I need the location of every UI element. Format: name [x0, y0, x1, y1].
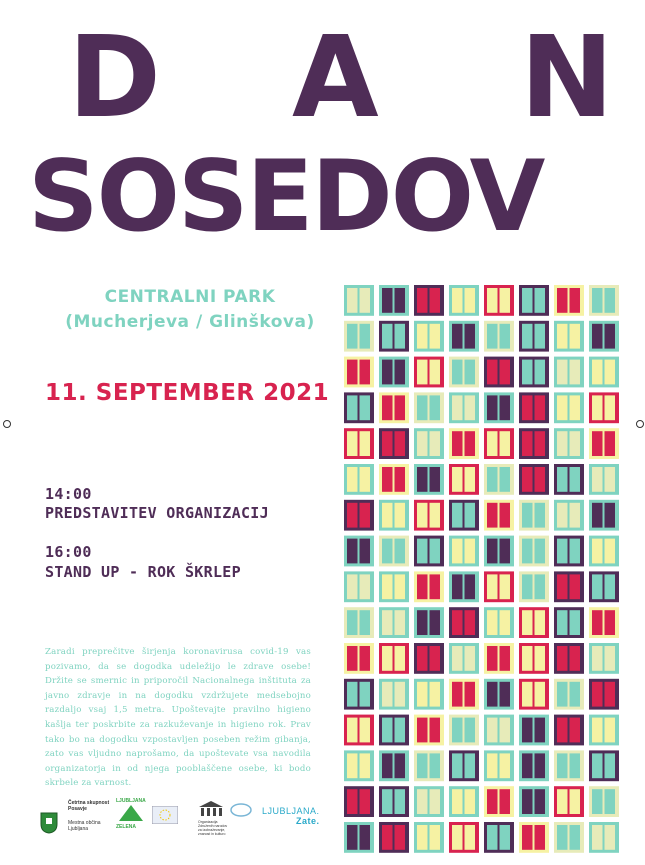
window-cell [589, 679, 619, 710]
window-cell [484, 285, 514, 316]
event-date: 11. SEPTEMBER 2021 [45, 380, 330, 406]
window-cell [414, 750, 444, 781]
left-handle-dot [3, 420, 11, 428]
window-cell [484, 321, 514, 352]
window-cell [554, 750, 584, 781]
covid-notice: Zaradi preprečitve širjenja koronavirusa covid-19 vas pozivamo, da se dogodka udeležijo le zdrave osebe! Držite se smernic in priporočil Nacionalnega inštituta za javno zdravje in na dogodku vzdržujete medsebojno razdaljo vsaj 1,5 metra. Upoštevajte pravilno higieno kašlja ter poskrbite za razkuževanje in higieno rok. Prav tako bo na dogodku vzpostavljen poseben režim gibanja, zato vas vljudno naprošamo, da upoštevate vsa navodila organizatorja in od njega pooblaščene osebe, ki bodo skrbele za varnost. [45, 647, 311, 789]
window-cell [414, 607, 444, 638]
window-cell [484, 428, 514, 459]
window-cell [589, 428, 619, 459]
window-cell [414, 321, 444, 352]
window-cell [519, 536, 549, 567]
window-cell [344, 464, 374, 495]
window-cell [414, 464, 444, 495]
window-cell [379, 464, 409, 495]
window-cell [554, 500, 584, 531]
window-cell [484, 715, 514, 746]
window-cell [554, 679, 584, 710]
window-cell [554, 571, 584, 602]
window-cell [379, 643, 409, 674]
unesco-text: Organizacija Združenih narodov za izobraževanje, znanost in kulturo [198, 820, 228, 836]
window-cell [554, 357, 584, 388]
window-cell [379, 571, 409, 602]
window-cell [519, 822, 549, 853]
window-cell [484, 643, 514, 674]
window-cell [449, 392, 479, 423]
window-cell [379, 357, 409, 388]
window-cell [554, 285, 584, 316]
mol-line1: Mestna občina [68, 820, 101, 826]
window-cell [519, 285, 549, 316]
window-cell [344, 321, 374, 352]
cs-line2: Posavje [68, 806, 87, 812]
window-cell [554, 607, 584, 638]
window-cell [344, 571, 374, 602]
window-cell [519, 392, 549, 423]
window-cell [484, 500, 514, 531]
window-cell [554, 428, 584, 459]
window-cell [344, 285, 374, 316]
window-cell [414, 285, 444, 316]
window-cell [589, 536, 619, 567]
window-cell [519, 750, 549, 781]
window-cell [589, 822, 619, 853]
window-cell [414, 715, 444, 746]
window-cell [484, 786, 514, 817]
window-cell [519, 715, 549, 746]
window-cell [414, 786, 444, 817]
window-cell [449, 715, 479, 746]
window-cell [554, 715, 584, 746]
window-cell [484, 536, 514, 567]
title-letter-a: A [292, 13, 379, 143]
window-cell [519, 321, 549, 352]
window-cell [484, 357, 514, 388]
window-cell [484, 822, 514, 853]
window-cell [554, 321, 584, 352]
window-cell [589, 464, 619, 495]
eu-flag-icon [152, 806, 178, 824]
window-cell [449, 428, 479, 459]
window-cell [589, 357, 619, 388]
window-cell [344, 392, 374, 423]
window-cell [379, 715, 409, 746]
window-cell [449, 750, 479, 781]
window-cell [589, 750, 619, 781]
window-cell [484, 464, 514, 495]
window-cell [449, 786, 479, 817]
window-cell [554, 822, 584, 853]
window-cell [379, 786, 409, 817]
window-cell [589, 786, 619, 817]
cs-line1: Četrtna skupnost [68, 800, 110, 806]
window-cell [344, 500, 374, 531]
window-cell [519, 643, 549, 674]
window-cell [554, 786, 584, 817]
window-cell [414, 357, 444, 388]
window-cell [414, 536, 444, 567]
unesco-temple-icon [198, 800, 224, 818]
window-cell [414, 428, 444, 459]
window-cell [589, 571, 619, 602]
window-cell [484, 679, 514, 710]
title-dan [0, 13, 645, 143]
green-line2: ZELENA [116, 824, 136, 830]
window-cell [379, 285, 409, 316]
mol-line2: Ljubljana [68, 826, 89, 832]
window-cell [414, 571, 444, 602]
title-letter-d: D [68, 13, 161, 143]
window-cell [554, 536, 584, 567]
window-cell [519, 571, 549, 602]
window-cell [519, 428, 549, 459]
window-cell [449, 464, 479, 495]
window-cell [344, 428, 374, 459]
tree-logo-icon [116, 804, 146, 822]
window-cell [379, 392, 409, 423]
window-cell [484, 392, 514, 423]
sponsor-logos [40, 792, 340, 852]
window-cell [554, 464, 584, 495]
creative-city-icon [230, 802, 252, 818]
crest-icon [40, 812, 58, 834]
city-line2: Zate. [296, 816, 320, 826]
window-cell [379, 500, 409, 531]
window-cell [449, 571, 479, 602]
window-cell [414, 679, 444, 710]
window-cell [379, 822, 409, 853]
window-cell [589, 500, 619, 531]
window-cell [519, 679, 549, 710]
window-cell [449, 643, 479, 674]
window-cell [414, 500, 444, 531]
right-handle-dot [636, 420, 644, 428]
window-cell [344, 750, 374, 781]
window-cell [484, 607, 514, 638]
window-cell [519, 464, 549, 495]
window-cell [414, 822, 444, 853]
window-cell [449, 679, 479, 710]
window-cell [519, 357, 549, 388]
window-cell [449, 357, 479, 388]
window-cell [519, 607, 549, 638]
green-line1: LJUBLJANA [116, 798, 146, 804]
title-letter-n: N [520, 13, 614, 143]
program-item-2: STAND UP - ROK ŠKRLEP [45, 563, 241, 581]
window-cell [554, 392, 584, 423]
program-time-2: 16:00 [45, 543, 92, 561]
window-cell [589, 392, 619, 423]
venue-name: CENTRALNI PARK [104, 287, 276, 307]
window-cell [344, 786, 374, 817]
window-cell [379, 750, 409, 781]
window-cell [589, 285, 619, 316]
window-cell [344, 357, 374, 388]
window-cell [589, 715, 619, 746]
window-cell [379, 321, 409, 352]
window-cell [519, 786, 549, 817]
window-cell [344, 679, 374, 710]
window-cell [344, 822, 374, 853]
window-cell [344, 715, 374, 746]
venue-streets: (Mucherjeva / Glinškova) [65, 312, 315, 332]
window-cell [554, 643, 584, 674]
window-cell [449, 321, 479, 352]
program-item-1: PREDSTAVITEV ORGANIZACIJ [45, 504, 269, 522]
window-cell [379, 679, 409, 710]
window-cell [449, 822, 479, 853]
window-grid-illustration [343, 284, 623, 857]
window-cell [484, 750, 514, 781]
window-cell [519, 500, 549, 531]
window-cell [484, 571, 514, 602]
window-cell [344, 643, 374, 674]
window-cell [379, 607, 409, 638]
window-cell [414, 392, 444, 423]
window-cell [449, 536, 479, 567]
program-time-1: 14:00 [45, 485, 92, 503]
window-cell [379, 536, 409, 567]
window-cell [344, 536, 374, 567]
window-cell [379, 428, 409, 459]
window-cell [449, 607, 479, 638]
window-cell [589, 607, 619, 638]
window-cell [589, 321, 619, 352]
window-cell [449, 285, 479, 316]
city-line1: LJUBLJANA. [262, 806, 320, 816]
window-cell [344, 607, 374, 638]
window-cell [589, 643, 619, 674]
window-cell [414, 643, 444, 674]
title-sosedov: SOSEDOV [28, 140, 544, 254]
window-cell [449, 500, 479, 531]
